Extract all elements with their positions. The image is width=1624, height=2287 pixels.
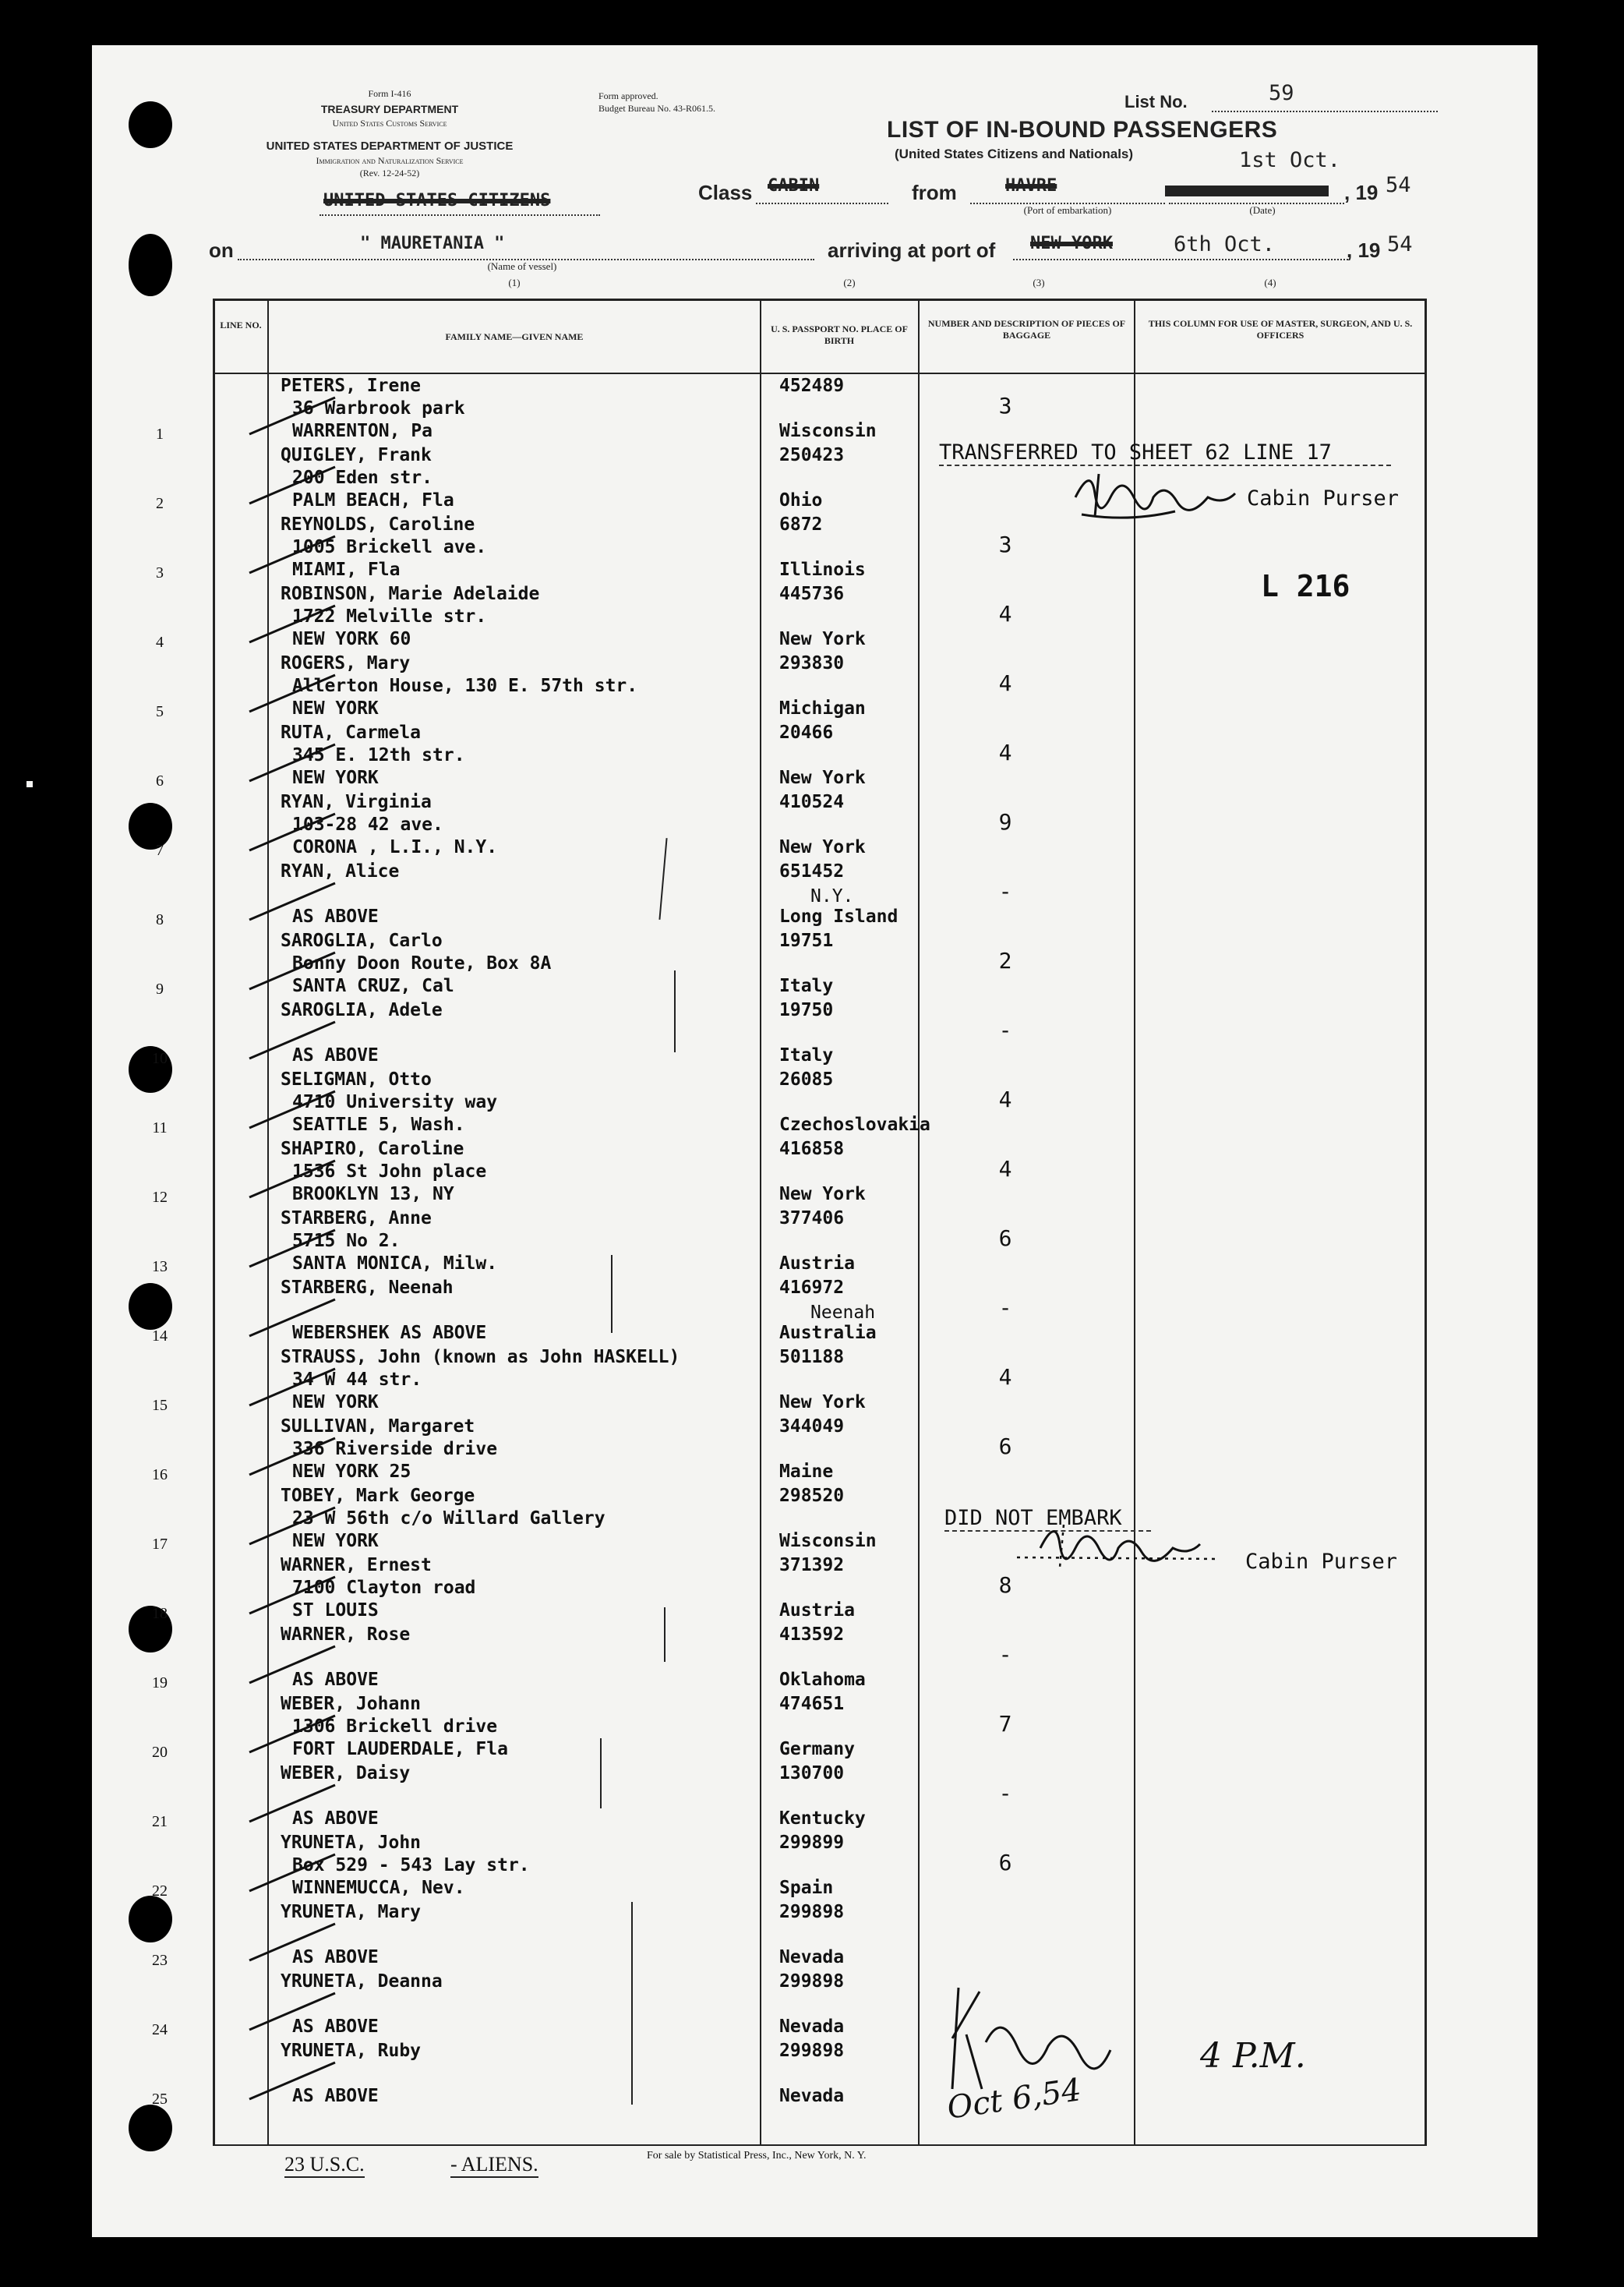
passport-number: 413592	[779, 1624, 845, 1645]
place-of-birth: Ohio	[779, 490, 823, 511]
passenger-name: WARNER, Rose	[281, 1624, 411, 1645]
check-mark	[242, 1016, 343, 1062]
line-number: 4	[156, 634, 164, 651]
col-header-baggage: NUMBER AND DESCRIPTION OF PIECES OF BAGGAGE	[927, 318, 1126, 341]
baggage-count: 6	[998, 1433, 1012, 1459]
form-number: Form I-416	[368, 88, 411, 99]
passenger-city: FORT LAUDERDALE, Fla	[292, 1739, 508, 1759]
line-number: 25	[152, 2091, 168, 2108]
passport-number: 371392	[779, 1555, 845, 1575]
passenger-name: PETERS, Irene	[281, 376, 422, 396]
birth-note: Neenah	[810, 1303, 876, 1323]
line-number: 22	[152, 1882, 168, 1900]
baggage-count: 4	[998, 1364, 1012, 1390]
line-number: 9	[156, 981, 164, 998]
passenger-city: ST LOUIS	[292, 1600, 379, 1621]
list-number: 59	[1269, 81, 1294, 105]
place-of-birth: New York	[779, 1184, 866, 1204]
passenger-name: SAROGLIA, Carlo	[281, 931, 443, 951]
check-mark	[242, 1640, 343, 1687]
passport-number: 651452	[779, 861, 845, 882]
passport-number: 452489	[779, 376, 845, 396]
passenger-city: SEATTLE 5, Wash.	[292, 1115, 465, 1135]
place-of-birth: Australia	[779, 1323, 877, 1343]
passenger-address: 103-28 42 ave.	[292, 815, 443, 835]
place-of-birth: Maine	[779, 1462, 834, 1482]
pen-mark	[674, 970, 676, 1052]
line-number: 6	[156, 772, 164, 790]
check-mark	[242, 1571, 343, 1617]
pen-mark	[664, 1607, 665, 1662]
purser-signature-1	[1068, 466, 1247, 528]
check-mark	[242, 1779, 343, 1826]
table-row	[0, 931, 1446, 1000]
line-number: 24	[152, 2021, 168, 2038]
place-of-birth: New York	[779, 768, 866, 788]
struck-date	[1165, 186, 1329, 196]
line-number: 8	[156, 911, 164, 928]
footer-code: 23 U.S.C.	[284, 2153, 365, 2178]
passenger-name: RYAN, Alice	[281, 861, 400, 882]
table-row	[0, 1347, 1446, 1416]
passenger-address: 23 W 56th c/o Willard Gallery	[292, 1508, 605, 1529]
check-mark	[242, 1987, 343, 2034]
baggage-count: 9	[998, 809, 1012, 835]
col-number-1: (1)	[508, 277, 521, 288]
check-mark	[242, 1363, 343, 1409]
passenger-city: AS ABOVE	[292, 1045, 379, 1066]
passenger-city: AS ABOVE	[292, 1670, 379, 1690]
budget-label: Budget Bureau No. 43-R061.5.	[598, 103, 715, 114]
passport-number: 250423	[779, 445, 845, 465]
line-number: 14	[152, 1327, 168, 1345]
passenger-address: 345 E. 12th str.	[292, 745, 465, 765]
check-mark	[242, 808, 343, 854]
baggage-count: -	[998, 1642, 1012, 1667]
passport-number: 299899	[779, 1833, 845, 1853]
passenger-city: WEBERSHEK AS ABOVE	[292, 1323, 487, 1343]
baggage-count: 3	[998, 393, 1012, 419]
passenger-city: CORONA , L.I., N.Y.	[292, 837, 498, 857]
col-header-name: FAMILY NAME—GIVEN NAME	[445, 331, 584, 342]
place-of-birth: New York	[779, 629, 866, 649]
place-of-birth: Wisconsin	[779, 1531, 877, 1551]
passenger-city: MIAMI, Fla	[292, 560, 401, 580]
line-number: 3	[156, 564, 164, 581]
check-mark	[242, 946, 343, 993]
page-subtitle: (United States Citizens and Nationals)	[895, 147, 1134, 161]
place-of-birth: Spain	[779, 1878, 834, 1898]
baggage-count: 2	[998, 948, 1012, 974]
passenger-city: NEW YORK	[292, 1531, 379, 1551]
check-mark	[242, 599, 343, 646]
class-label: Class	[698, 181, 753, 204]
arrival-port: NEW YORK	[1030, 234, 1113, 253]
place-of-birth: New York	[779, 1392, 866, 1412]
place-of-birth: Czechoslovakia	[779, 1115, 930, 1135]
passenger-name: QUIGLEY, Frank	[281, 445, 432, 465]
citizens-stamp: UNITED STATES CITIZENS	[323, 191, 551, 210]
passenger-address: 1306 Brickell drive	[292, 1716, 498, 1737]
passport-number: 6872	[779, 514, 823, 535]
table-row	[0, 1902, 1446, 1971]
ins-label: Immigration and Naturalization Service	[316, 155, 464, 166]
birth-note: N.Y.	[810, 886, 854, 907]
doj-label: UNITED STATES DEPARTMENT OF JUSTICE	[266, 140, 514, 153]
passenger-city: WARRENTON, Pa	[292, 421, 433, 441]
baggage-count: 6	[998, 1225, 1012, 1251]
line-number: 17	[152, 1536, 168, 1553]
passport-number: 19751	[779, 931, 834, 951]
table-row	[0, 1208, 1446, 1278]
passenger-city: AS ABOVE	[292, 907, 379, 927]
line-number: 16	[152, 1466, 168, 1483]
date-label: (Date)	[1249, 204, 1276, 216]
check-mark	[242, 1224, 343, 1271]
passenger-city: WINNEMUCCA, Nev.	[292, 1878, 465, 1898]
place-of-birth: Austria	[779, 1600, 855, 1621]
baggage-count: -	[998, 878, 1012, 904]
table-row	[0, 1763, 1446, 1833]
passenger-address: Box 529 - 543 Lay str.	[292, 1855, 530, 1875]
transferred-note: TRANSFERRED TO SHEET 62 LINE 17	[939, 440, 1391, 466]
baggage-count: 7	[998, 1711, 1012, 1737]
purser-signature-2	[1009, 1518, 1243, 1581]
passenger-city: AS ABOVE	[292, 1947, 379, 1967]
passport-number: 416972	[779, 1278, 845, 1298]
table-row	[0, 1278, 1446, 1347]
table-row	[0, 1971, 1446, 2041]
passenger-address: 34 W 44 str.	[292, 1370, 422, 1390]
passport-number: 377406	[779, 1208, 845, 1228]
handwritten-date: Oct 6,54	[944, 2072, 1084, 2126]
on-label: on	[209, 239, 234, 262]
passenger-city: AS ABOVE	[292, 1808, 379, 1829]
passport-number: 20466	[779, 723, 834, 743]
passenger-city: NEW YORK	[292, 698, 379, 719]
check-mark	[242, 669, 343, 716]
class-line	[756, 203, 888, 204]
line-number: 11	[152, 1119, 168, 1136]
passport-number: 501188	[779, 1347, 845, 1367]
passport-number: 299898	[779, 1902, 845, 1922]
check-mark	[242, 1501, 343, 1548]
line-number: 7	[156, 842, 164, 859]
passport-number: 293830	[779, 653, 845, 673]
place-of-birth: Nevada	[779, 2017, 845, 2037]
footer-aliens: - ALIENS.	[450, 2153, 538, 2178]
table-row	[0, 1694, 1446, 1763]
year-2: 54	[1387, 232, 1413, 256]
did-not-embark-note: DID NOT EMBARK	[944, 1506, 1151, 1532]
check-mark	[242, 1709, 343, 1756]
approved-label: Form approved.	[598, 90, 658, 101]
year-prefix-1: , 19	[1344, 181, 1379, 204]
check-mark	[242, 1918, 343, 1964]
col-number-4: (4)	[1264, 277, 1276, 288]
passenger-address: 4710 University way	[292, 1092, 498, 1112]
cabin-purser-label-1: Cabin Purser	[1247, 486, 1400, 511]
vessel-label: (Name of vessel)	[487, 260, 557, 272]
officer-code: L 216	[1261, 569, 1350, 603]
passenger-address: 36 Warbrook park	[292, 398, 465, 419]
passenger-address: 200 Eden str.	[292, 468, 433, 488]
passenger-address: 7100 Clayton road	[292, 1578, 476, 1598]
stamp-line	[320, 214, 600, 216]
punch-hole	[129, 234, 172, 296]
passport-number: 299898	[779, 1971, 845, 1992]
passenger-address: Bonny Doon Route, Box 8A	[292, 953, 552, 974]
place-of-birth: Austria	[779, 1253, 855, 1274]
check-mark	[242, 461, 343, 507]
passenger-name: TOBEY, Mark George	[281, 1486, 475, 1506]
page-title: LIST OF IN-BOUND PASSENGERS	[887, 117, 1278, 143]
baggage-count: 4	[998, 740, 1012, 765]
check-mark	[242, 877, 343, 924]
cabin-purser-label-2: Cabin Purser	[1245, 1550, 1398, 1574]
line-number: 20	[152, 1744, 168, 1761]
col-header-line: LINE NO.	[220, 320, 262, 331]
table-row	[0, 1833, 1446, 1902]
year-prefix-2: , 19	[1347, 239, 1381, 262]
check-mark	[242, 1848, 343, 1895]
passenger-address: 1722 Melville str.	[292, 606, 487, 627]
departure-date: 1st Oct.	[1239, 148, 1341, 172]
table-row	[0, 1000, 1446, 1069]
passport-number: 130700	[779, 1763, 845, 1783]
baggage-count: 4	[998, 601, 1012, 627]
passenger-name: YRUNETA, Mary	[281, 1902, 422, 1922]
passenger-name: REYNOLDS, Caroline	[281, 514, 475, 535]
place-of-birth: Italy	[779, 1045, 834, 1066]
place-of-birth: Michigan	[779, 698, 866, 719]
line-number: 23	[152, 1952, 168, 1969]
passenger-name: ROGERS, Mary	[281, 653, 411, 673]
passport-number: 416858	[779, 1139, 845, 1159]
line-number: 21	[152, 1813, 168, 1830]
from-label: from	[912, 181, 957, 204]
passport-number: 344049	[779, 1416, 845, 1437]
table-top-border	[213, 299, 1426, 301]
check-mark	[242, 1085, 343, 1132]
passport-number: 26085	[779, 1069, 834, 1090]
check-mark	[242, 391, 343, 438]
punch-hole	[129, 2105, 172, 2151]
table-row	[0, 1416, 1446, 1486]
baggage-count: -	[998, 1780, 1012, 1806]
baggage-count: 6	[998, 1850, 1012, 1875]
table-row	[0, 584, 1446, 653]
passenger-name: YRUNETA, Deanna	[281, 1971, 443, 1992]
passenger-name: STARBERG, Anne	[281, 1208, 432, 1228]
passport-number: 19750	[779, 1000, 834, 1020]
embark-port: HAVRE	[1005, 176, 1057, 196]
passenger-city: PALM BEACH, Fla	[292, 490, 454, 511]
place-of-birth: Kentucky	[779, 1808, 866, 1829]
passenger-name: SULLIVAN, Margaret	[281, 1416, 475, 1437]
check-mark	[242, 1432, 343, 1479]
class-value: CABIN	[768, 176, 820, 196]
place-of-birth: Long Island	[779, 907, 898, 927]
passenger-name: SELIGMAN, Otto	[281, 1069, 432, 1090]
list-no-label: List No.	[1124, 92, 1188, 111]
arriving-label: arriving at port of	[828, 239, 996, 262]
place-of-birth: Oklahoma	[779, 1670, 866, 1690]
line-number: 5	[156, 703, 164, 720]
treasury-label: TREASURY DEPARTMENT	[320, 103, 459, 115]
table-row	[0, 792, 1446, 861]
check-mark	[242, 2056, 343, 2103]
baggage-count: 8	[998, 1572, 1012, 1598]
baggage-count: -	[998, 1295, 1012, 1320]
printer-credit: For sale by Statistical Press, Inc., New York, N. Y.	[647, 2150, 867, 2162]
baggage-count: 3	[998, 532, 1012, 557]
table-row	[0, 861, 1446, 931]
passenger-address: 1005 Brickell ave.	[292, 537, 487, 557]
passenger-name: WEBER, Daisy	[281, 1763, 411, 1783]
passenger-address: 1536 St John place	[292, 1161, 487, 1182]
place-of-birth: Nevada	[779, 2086, 845, 2106]
col-number-3: (3)	[1033, 277, 1045, 288]
baggage-count: 4	[998, 670, 1012, 696]
list-no-line	[1212, 111, 1438, 112]
table-row	[0, 1139, 1446, 1208]
table-row	[0, 376, 1446, 445]
passenger-name: YRUNETA, Ruby	[281, 2041, 422, 2061]
table-row	[0, 653, 1446, 723]
header-rule	[213, 373, 1426, 374]
check-mark	[242, 530, 343, 577]
passenger-city: NEW YORK 25	[292, 1462, 411, 1482]
line-number: 1	[156, 426, 164, 443]
check-mark	[242, 1293, 343, 1340]
passenger-city: NEW YORK	[292, 1392, 379, 1412]
passenger-city: SANTA MONICA, Milw.	[292, 1253, 498, 1274]
passport-number: 474651	[779, 1694, 845, 1714]
table-bottom-border	[213, 2144, 1426, 2146]
pen-mark	[631, 1902, 633, 2105]
passenger-city: NEW YORK	[292, 768, 379, 788]
passenger-address: 5715 No 2.	[292, 1231, 401, 1251]
passport-number: 445736	[779, 584, 845, 604]
embark-port-label: (Port of embarkation)	[1023, 204, 1112, 216]
passenger-city: BROOKLYN 13, NY	[292, 1184, 454, 1204]
revision-label: (Rev. 12-24-52)	[359, 168, 420, 179]
check-mark	[242, 738, 343, 785]
passport-number: 299898	[779, 2041, 845, 2061]
line-number: 15	[152, 1397, 168, 1414]
place-of-birth: Nevada	[779, 1947, 845, 1967]
col-number-2: (2)	[843, 277, 856, 288]
vessel-name: " MAURETANIA "	[360, 234, 505, 253]
place-of-birth: Wisconsin	[779, 421, 877, 441]
pen-mark	[600, 1738, 602, 1808]
baggage-count: 4	[998, 1087, 1012, 1112]
year-1: 54	[1386, 173, 1411, 197]
punch-hole	[129, 101, 172, 148]
passenger-name: WEBER, Johann	[281, 1694, 422, 1714]
table-row	[0, 723, 1446, 792]
col-header-passport: U. S. PASSPORT NO. PLACE OF BIRTH	[771, 323, 908, 346]
place-of-birth: Illinois	[779, 560, 866, 580]
table-row	[0, 1069, 1446, 1139]
line-number: 19	[152, 1674, 168, 1691]
place-of-birth: Italy	[779, 976, 834, 996]
passenger-name: STARBERG, Neenah	[281, 1278, 454, 1298]
place-of-birth: Germany	[779, 1739, 855, 1759]
col-header-officers: THIS COLUMN FOR USE OF MASTER, SURGEON, AND U. S. OFFICERS	[1148, 318, 1413, 341]
passenger-address: Allerton House, 130 E. 57th str.	[292, 676, 638, 696]
passenger-city: AS ABOVE	[292, 2017, 379, 2037]
line-number: 10	[152, 1050, 168, 1067]
line-number: 12	[152, 1189, 168, 1206]
check-mark	[242, 1154, 343, 1201]
customs-label: United States Customs Service	[332, 118, 447, 129]
passenger-name: WARNER, Ernest	[281, 1555, 432, 1575]
place-of-birth: New York	[779, 837, 866, 857]
passport-number: 298520	[779, 1486, 845, 1506]
passenger-city: AS ABOVE	[292, 2086, 379, 2106]
passenger-address: 336 Riverside drive	[292, 1439, 498, 1459]
passenger-name: ROBINSON, Marie Adelaide	[281, 584, 540, 604]
line-number: 18	[152, 1605, 168, 1622]
arrival-line	[1013, 259, 1348, 260]
table-row	[0, 1624, 1446, 1694]
passenger-name: YRUNETA, John	[281, 1833, 422, 1853]
passport-number: 410524	[779, 792, 845, 812]
passenger-city: SANTA CRUZ, Cal	[292, 976, 454, 996]
passenger-name: RYAN, Virginia	[281, 792, 432, 812]
passenger-name: STRAUSS, John (known as John HASKELL)	[281, 1347, 680, 1367]
handwritten-time: 4 P.M.	[1200, 2036, 1306, 2076]
line-number: 13	[152, 1258, 168, 1275]
passenger-name: SHAPIRO, Caroline	[281, 1139, 464, 1159]
passenger-name: RUTA, Carmela	[281, 723, 422, 743]
baggage-count: -	[998, 1017, 1012, 1043]
passenger-city: NEW YORK 60	[292, 629, 411, 649]
pen-mark	[611, 1255, 613, 1333]
arrival-date: 6th Oct.	[1174, 232, 1276, 256]
passenger-name: SAROGLIA, Adele	[281, 1000, 443, 1020]
baggage-count: 4	[998, 1156, 1012, 1182]
line-number: 2	[156, 495, 164, 512]
